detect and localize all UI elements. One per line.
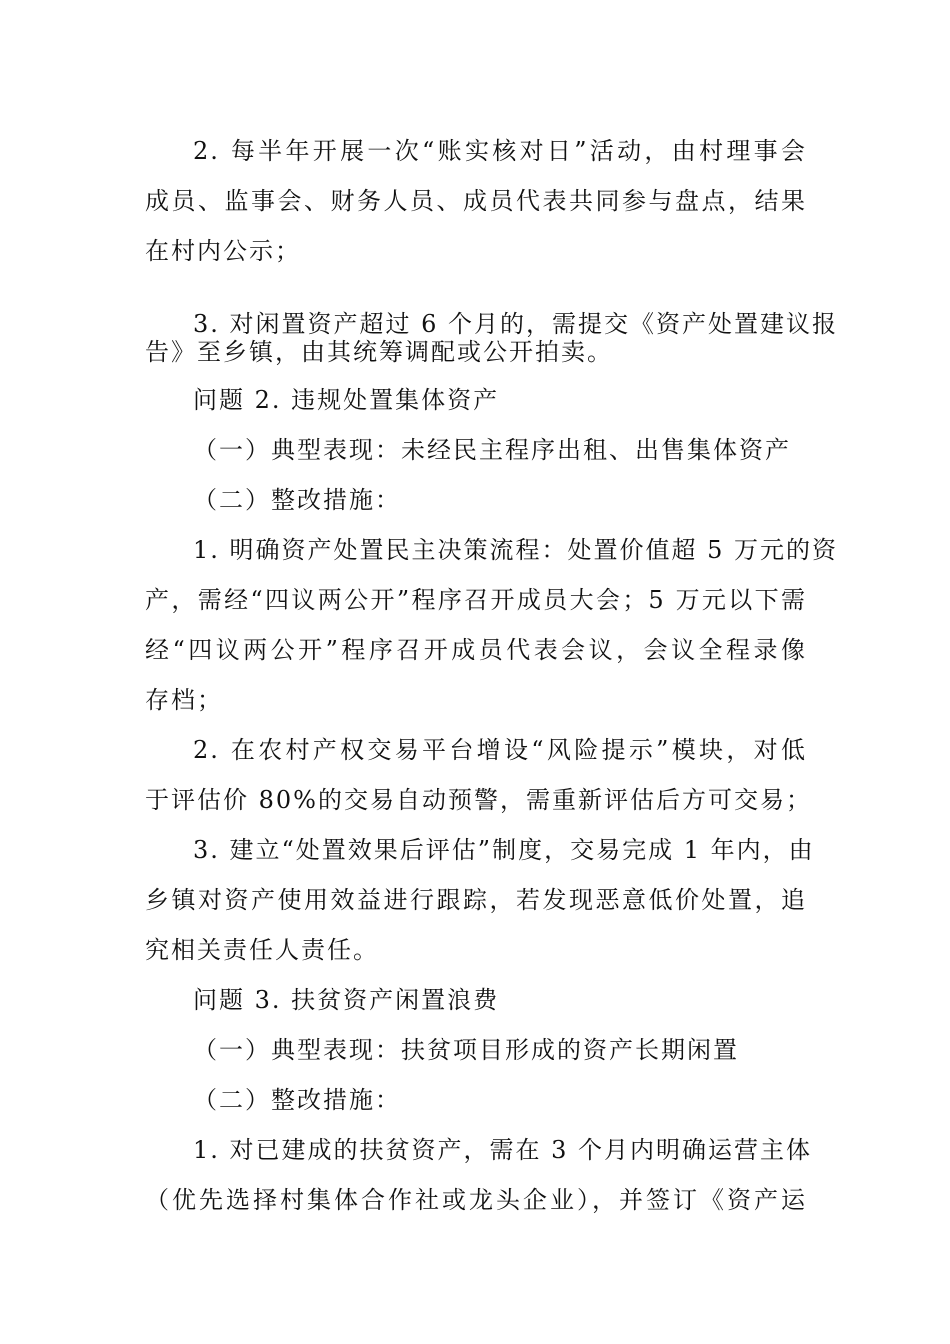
paragraph-line: 1. 对已建成的扶贫资产，需在 3 个月内明确运营主体 [193,1136,813,1164]
paragraph-line: 经“四议两公开”程序召开成员代表会议，会议全程录像 [145,636,807,664]
paragraph-line: 3. 对闲置资产超过 6 个月的，需提交《资产处置建议报 [193,310,839,338]
subsection-heading: （二）整改措施： [193,486,401,514]
paragraph-line: 于评估价 80%的交易自动预警，需重新评估后方可交易； [145,786,812,814]
paragraph-line: 2. 在农村产权交易平台增设“风险提示”模块，对低 [193,736,807,764]
paragraph-line: 3. 建立“处置效果后评估”制度，交易完成 1 年内，由 [193,836,815,864]
subsection-heading: （一）典型表现：扶贫项目形成的资产长期闲置 [193,1036,739,1064]
paragraph-line: 在村内公示； [145,237,301,265]
section-heading: 问题 2. 违规处置集体资产 [193,386,500,414]
paragraph-line: 究相关责任人责任。 [145,936,379,964]
section-heading: 问题 3. 扶贫资产闲置浪费 [193,986,500,1014]
paragraph-line: 成员、监事会、财务人员、成员代表共同参与盘点，结果 [145,187,807,215]
subsection-heading: （一）典型表现：未经民主程序出租、出售集体资产 [193,436,791,464]
paragraph-line: 乡镇对资产使用效益进行跟踪，若发现恶意低价处置，追 [145,886,807,914]
paragraph-line: 存档； [145,686,223,714]
paragraph-line: 产，需经“四议两公开”程序召开成员大会；5 万元以下需 [145,586,807,614]
paragraph-line: 1. 明确资产处置民主决策流程：处置价值超 5 万元的资 [193,536,839,564]
paragraph-line: 2. 每半年开展一次“账实核对日”活动，由村理事会 [193,137,807,165]
paragraph-line: 告》至乡镇，由其统筹调配或公开拍卖。 [145,338,613,366]
paragraph-line: （优先选择村集体合作社或龙头企业），并签订《资产运 [145,1186,807,1214]
subsection-heading: （二）整改措施： [193,1086,401,1114]
